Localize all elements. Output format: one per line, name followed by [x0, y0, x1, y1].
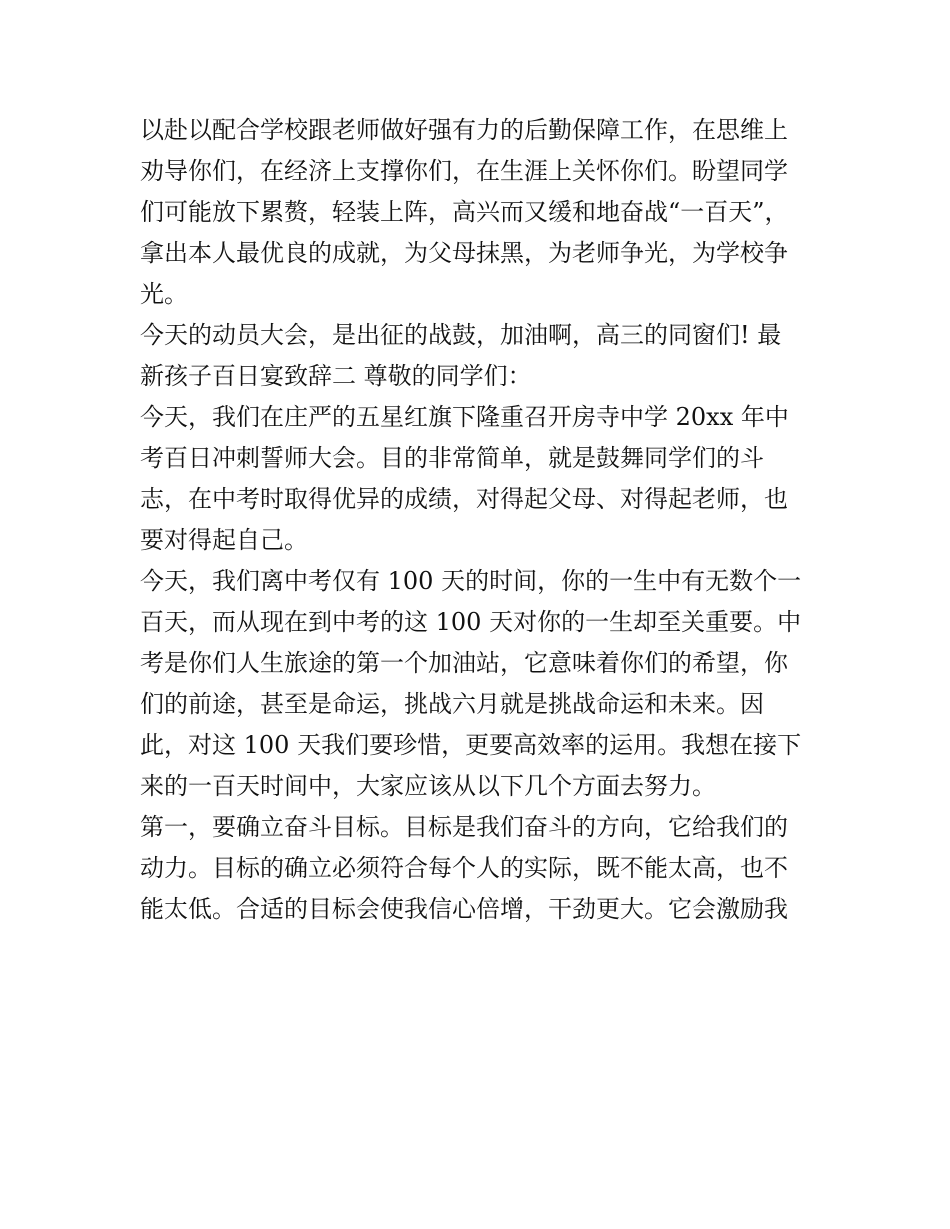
text-line: 以赴以配合学校跟老师做好强有力的后勤保障工作，在思维上	[140, 116, 788, 144]
text-line: 志，在中考时取得优异的成绩，对得起父母、对得起老师，也	[140, 485, 788, 513]
text-line: 此，对这 100 天我们要珍惜，更要高效率的运用。我想在接下	[140, 731, 802, 759]
text-line: 动力。目标的确立必须符合每个人的实际，既不能太高，也不	[140, 854, 788, 882]
text-line: 今天，我们离中考仅有 100 天的时间，你的一生中有无数个一	[140, 567, 802, 595]
text-line: 们的前途，甚至是命运，挑战六月就是挑战命运和未来。因	[140, 690, 764, 718]
text-line: 考是你们人生旅途的第一个加油站，它意味着你们的希望，你	[140, 649, 788, 677]
text-line: 今天的动员大会，是出征的战鼓，加油啊，高三的同窗们! 最	[140, 321, 782, 349]
text-line: 考百日冲刺誓师大会。目的非常简单，就是鼓舞同学们的斗	[140, 444, 764, 472]
text-line: 拿出本人最优良的成就，为父母抹黑，为老师争光，为学校争	[140, 239, 788, 267]
text-line: 今天，我们在庄严的五星红旗下隆重召开房寺中学 20xx 年中	[140, 403, 789, 431]
text-line: 要对得起自己。	[140, 526, 308, 554]
text-line: 们可能放下累赘，轻装上阵，高兴而又缓和地奋战“一百天”，	[140, 198, 789, 226]
text-line: 新孩子百日宴致辞二 尊敬的同学们：	[140, 362, 532, 390]
text-line: 劝导你们，在经济上支撑你们，在生涯上关怀你们。盼望同学	[140, 157, 788, 185]
text-line: 来的一百天时间中，大家应该从以下几个方面去努力。	[140, 772, 716, 800]
text-line: 能太低。合适的目标会使我信心倍增，干劲更大。它会激励我	[140, 895, 788, 923]
text-line: 光。	[140, 280, 188, 308]
text-line: 百天，而从现在到中考的这 100 天对你的一生却至关重要。中	[140, 608, 802, 636]
body-text	[140, 110, 812, 930]
text-line: 第一，要确立奋斗目标。目标是我们奋斗的方向，它给我们的	[140, 813, 788, 841]
